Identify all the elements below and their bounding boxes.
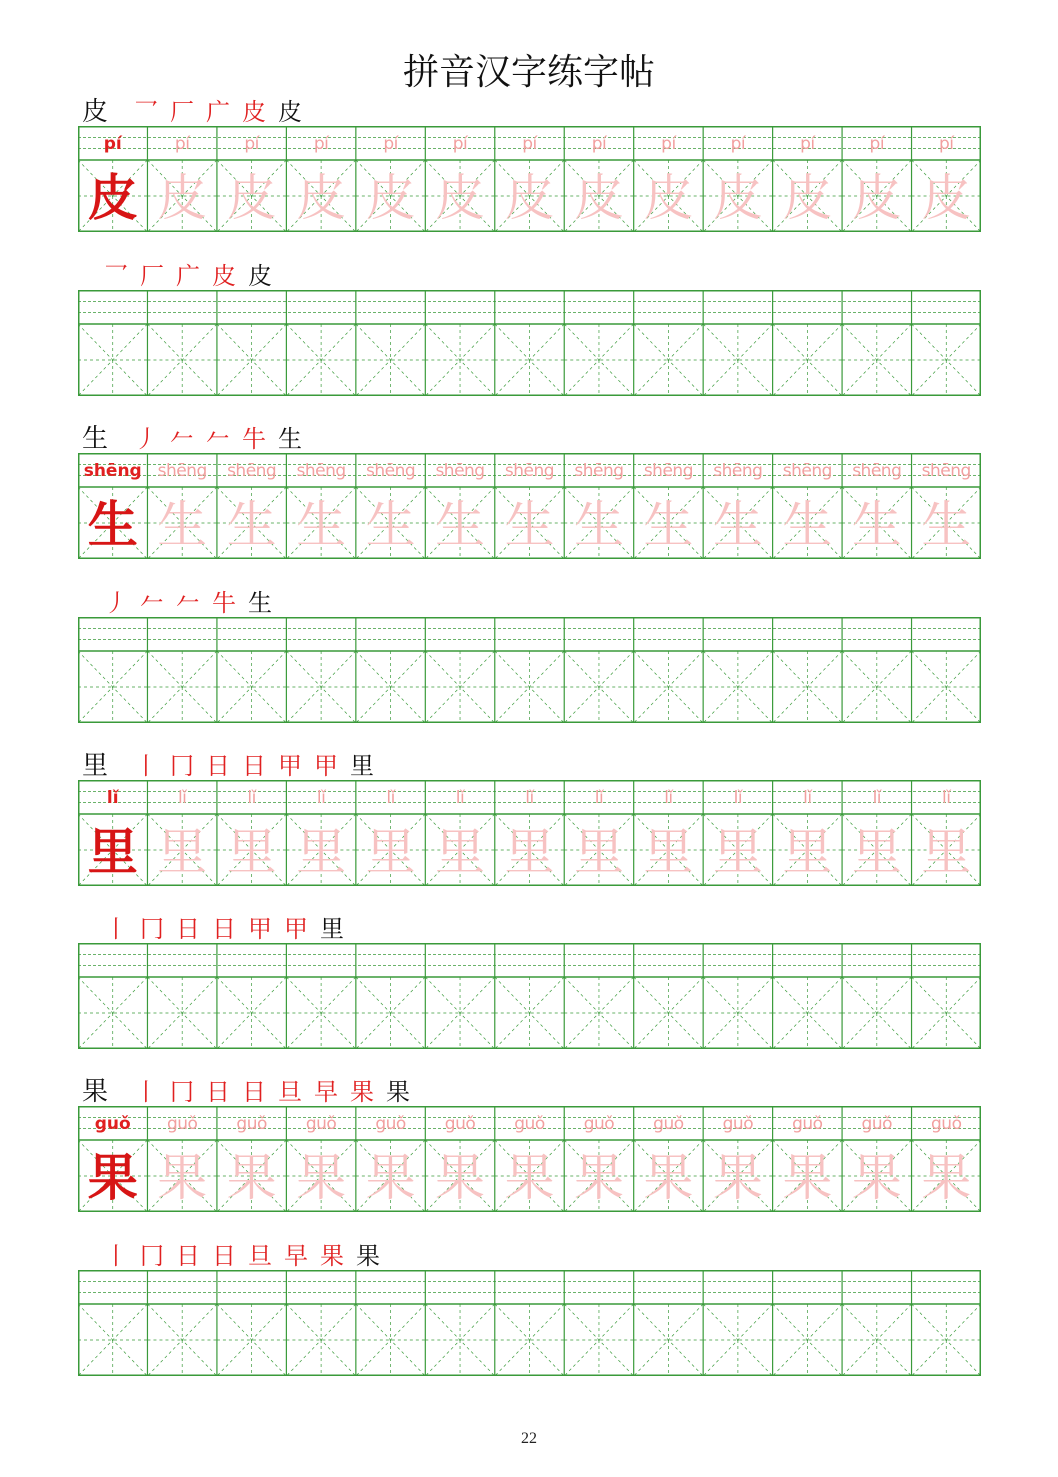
model-character: 果 [87, 1148, 138, 1207]
blank-cell[interactable] [495, 617, 564, 723]
character-label: 果 [82, 1077, 109, 1107]
trace-cell[interactable] [356, 1106, 425, 1212]
trace-character: 生 [921, 496, 972, 554]
trace-cell[interactable] [564, 1106, 633, 1212]
stroke-step: 乛 [104, 262, 128, 290]
stroke-step: 果 [356, 1242, 380, 1270]
stroke-step: 日 [206, 1078, 231, 1106]
blank-cell[interactable] [78, 617, 147, 723]
stroke-order-row [104, 909, 356, 945]
trace-cell[interactable] [703, 453, 772, 559]
model-character: 生 [87, 495, 138, 554]
trace-cell[interactable] [912, 780, 981, 886]
pinyin-label: guǒ [94, 1114, 131, 1134]
trace-character: 生 [643, 496, 694, 554]
blank-cell[interactable] [564, 1270, 633, 1376]
trace-character: 生 [782, 496, 833, 554]
pinyin-label: guǒ [792, 1114, 823, 1134]
stroke-step: 日 [212, 1242, 236, 1270]
stroke-order-row [104, 583, 284, 619]
tracing-grid [78, 453, 981, 559]
stroke-step: 日 [212, 915, 236, 943]
blank-cell[interactable] [703, 943, 772, 1049]
trace-cell[interactable] [912, 126, 981, 232]
blank-cell[interactable] [564, 290, 633, 396]
trace-character: 生 [296, 496, 347, 554]
pinyin-label: guǒ [722, 1114, 754, 1134]
trace-character: 皮 [157, 169, 208, 227]
trace-character: 皮 [504, 169, 555, 227]
pinyin-label: lǐ [455, 788, 465, 808]
pinyin-label: pí [452, 134, 468, 154]
stroke-step: 里 [320, 915, 344, 943]
trace-character: 里 [921, 823, 972, 881]
trace-cell[interactable] [773, 453, 842, 559]
trace-cell[interactable] [773, 780, 842, 886]
stroke-step: 𠂉 [206, 425, 231, 453]
stroke-step: 𠂉 [176, 589, 200, 617]
pinyin-label: shēng [713, 461, 763, 481]
blank-cell[interactable] [912, 290, 981, 396]
stroke-order-row [82, 92, 314, 128]
pinyin-label: lǐ [177, 788, 187, 808]
pinyin-label: pí [591, 134, 607, 154]
stroke-step: 丨 [134, 1078, 159, 1106]
blank-cell[interactable] [78, 290, 147, 396]
stroke-order-row [82, 419, 314, 455]
trace-character: 皮 [365, 169, 416, 227]
trace-cell[interactable] [634, 126, 703, 232]
blank-practice-grid[interactable] [78, 943, 981, 1049]
pinyin-label: lǐ [106, 788, 119, 808]
trace-character: 皮 [712, 169, 763, 227]
stroke-step: 𠂉 [170, 425, 195, 453]
trace-character: 生 [226, 496, 277, 554]
pinyin-label: lǐ [386, 788, 395, 808]
trace-character: 果 [921, 1149, 972, 1207]
model-cell [78, 126, 147, 232]
trace-cell[interactable] [564, 126, 633, 232]
pinyin-label: lǐ [942, 788, 951, 808]
trace-cell[interactable] [634, 1106, 703, 1212]
trace-character: 里 [782, 823, 833, 881]
trace-character: 里 [504, 823, 555, 881]
trace-character: 生 [157, 496, 208, 554]
blank-cell[interactable] [703, 617, 772, 723]
trace-character: 生 [504, 496, 555, 554]
pinyin-label: lǐ [594, 788, 604, 808]
stroke-step: 丨 [134, 752, 159, 780]
pinyin-label: pí [800, 134, 815, 154]
trace-character: 生 [435, 496, 486, 554]
stroke-step: 生 [248, 589, 272, 617]
trace-cell[interactable] [842, 1106, 911, 1212]
trace-cell[interactable] [286, 780, 355, 886]
stroke-step: 广 [176, 262, 200, 290]
character-label: 生 [82, 424, 109, 454]
stroke-step: 牛 [212, 589, 236, 617]
trace-cell[interactable] [773, 126, 842, 232]
trace-character: 皮 [921, 169, 972, 227]
blank-cell[interactable] [78, 943, 147, 1049]
trace-cell[interactable] [842, 453, 911, 559]
trace-character: 果 [643, 1149, 694, 1207]
trace-character: 里 [435, 823, 486, 881]
trace-cell[interactable] [634, 780, 703, 886]
trace-cell[interactable] [564, 780, 633, 886]
trace-cell[interactable] [912, 453, 981, 559]
blank-cell[interactable] [912, 943, 981, 1049]
trace-character: 里 [296, 823, 347, 881]
pinyin-label: guǒ [375, 1114, 406, 1134]
blank-cell[interactable] [286, 1270, 355, 1376]
stroke-step: 冂 [140, 1242, 164, 1270]
pinyin-label: pí [661, 134, 676, 154]
page-number: 22 [521, 1430, 537, 1447]
trace-character: 果 [435, 1149, 486, 1207]
pinyin-label: lǐ [316, 788, 326, 808]
stroke-step: 牛 [242, 425, 267, 453]
tracing-grid [78, 1106, 981, 1212]
trace-cell[interactable] [495, 453, 564, 559]
trace-character: 果 [226, 1149, 277, 1207]
page-title: 拼音汉字练字帖 [402, 52, 655, 93]
stroke-order-row [82, 746, 386, 782]
trace-cell[interactable] [495, 780, 564, 886]
pinyin-label: pí [383, 134, 398, 154]
blank-cell[interactable] [217, 1270, 286, 1376]
tracing-grid [78, 780, 981, 886]
blank-cell[interactable] [564, 617, 633, 723]
blank-cell[interactable] [356, 943, 425, 1049]
blank-cell[interactable] [356, 1270, 425, 1376]
blank-cell[interactable] [842, 1270, 911, 1376]
pinyin-label: shēng [852, 461, 902, 481]
pinyin-label: lǐ [664, 788, 673, 808]
blank-cell[interactable] [495, 290, 564, 396]
stroke-step: 日 [176, 1242, 200, 1270]
stroke-step: 旦 [248, 1242, 272, 1270]
tracing-grid [78, 126, 981, 232]
trace-cell[interactable] [564, 453, 633, 559]
trace-cell[interactable] [425, 1106, 494, 1212]
trace-character: 里 [226, 823, 277, 881]
stroke-step: 甲 [278, 752, 303, 780]
pinyin-label: pí [730, 134, 746, 154]
pinyin-label: lǐ [872, 788, 882, 808]
stroke-step: 𠂉 [140, 589, 164, 617]
stroke-step: 日 [206, 752, 231, 780]
pinyin-label: shēng [157, 461, 207, 481]
trace-cell[interactable] [495, 126, 564, 232]
stroke-step: 冂 [170, 752, 195, 780]
trace-character: 皮 [296, 169, 347, 227]
trace-cell[interactable] [286, 1106, 355, 1212]
trace-character: 皮 [643, 169, 694, 227]
trace-character: 里 [573, 823, 624, 881]
blank-cell[interactable] [78, 1270, 147, 1376]
trace-cell[interactable] [773, 1106, 842, 1212]
trace-cell[interactable] [286, 126, 355, 232]
stroke-step: 皮 [278, 98, 303, 126]
trace-cell[interactable] [356, 780, 425, 886]
blank-cell[interactable] [147, 943, 216, 1049]
blank-cell[interactable] [217, 617, 286, 723]
trace-character: 皮 [435, 169, 486, 227]
trace-cell[interactable] [286, 453, 355, 559]
pinyin-label: pí [939, 134, 954, 154]
trace-cell[interactable] [703, 126, 772, 232]
character-label: 里 [82, 751, 109, 781]
pinyin-label: guǒ [653, 1114, 684, 1134]
trace-cell[interactable] [842, 780, 911, 886]
blank-cell[interactable] [703, 290, 772, 396]
stroke-step: 厂 [170, 98, 195, 126]
pinyin-label: shēng [365, 461, 416, 481]
blank-cell[interactable] [564, 943, 633, 1049]
pinyin-label: pí [174, 134, 190, 154]
trace-cell[interactable] [495, 1106, 564, 1212]
pinyin-label: pí [522, 134, 537, 154]
blank-cell[interactable] [147, 1270, 216, 1376]
blank-practice-grid[interactable] [78, 290, 981, 396]
stroke-step: 甲 [248, 915, 272, 943]
trace-character: 果 [573, 1149, 624, 1207]
blank-cell[interactable] [634, 617, 703, 723]
pinyin-label: shēng [921, 461, 971, 481]
stroke-step: 甲 [284, 915, 308, 943]
stroke-step: 日 [242, 752, 267, 780]
pinyin-label: shēng [83, 461, 142, 481]
stroke-step: 厂 [140, 262, 164, 290]
trace-cell[interactable] [425, 453, 494, 559]
blank-cell[interactable] [912, 617, 981, 723]
trace-character: 皮 [782, 169, 833, 227]
stroke-step: 旦 [278, 1078, 303, 1106]
blank-cell[interactable] [634, 1270, 703, 1376]
blank-cell[interactable] [147, 617, 216, 723]
trace-cell[interactable] [217, 780, 286, 886]
stroke-step: 日 [176, 915, 200, 943]
character-label: 皮 [82, 97, 109, 127]
pinyin-label: shēng [227, 461, 277, 481]
blank-cell[interactable] [286, 943, 355, 1049]
trace-cell[interactable] [147, 126, 216, 232]
blank-cell[interactable] [773, 290, 842, 396]
pinyin-label: guǒ [166, 1114, 198, 1134]
pinyin-label: guǒ [236, 1114, 267, 1134]
trace-character: 里 [157, 823, 208, 881]
trace-character: 里 [712, 823, 763, 881]
trace-character: 果 [365, 1149, 416, 1207]
blank-cell[interactable] [286, 290, 355, 396]
blank-cell[interactable] [495, 943, 564, 1049]
pinyin-label: lǐ [525, 788, 534, 808]
trace-character: 皮 [226, 169, 277, 227]
blank-cell[interactable] [147, 290, 216, 396]
pinyin-label: pí [244, 134, 259, 154]
pinyin-label: shēng [504, 461, 555, 481]
blank-cell[interactable] [425, 290, 494, 396]
trace-cell[interactable] [703, 780, 772, 886]
pinyin-label: guǒ [931, 1114, 962, 1134]
pinyin-label: lǐ [803, 788, 812, 808]
trace-character: 生 [365, 496, 416, 554]
trace-cell[interactable] [147, 453, 216, 559]
blank-cell[interactable] [356, 290, 425, 396]
trace-character: 果 [782, 1149, 833, 1207]
model-cell [78, 453, 147, 559]
blank-cell[interactable] [634, 290, 703, 396]
pinyin-label: shēng [782, 461, 832, 481]
trace-character: 生 [851, 496, 902, 554]
stroke-step: 乛 [134, 98, 159, 126]
trace-character: 生 [712, 496, 763, 554]
model-cell [78, 1106, 147, 1212]
pinyin-label: shēng [643, 461, 693, 481]
stroke-step: 生 [278, 425, 303, 453]
pinyin-label: pí [869, 134, 885, 154]
trace-cell[interactable] [217, 126, 286, 232]
blank-cell[interactable] [217, 943, 286, 1049]
trace-cell[interactable] [634, 453, 703, 559]
pinyin-label: guǒ [861, 1114, 893, 1134]
stroke-step: 果 [386, 1078, 411, 1106]
blank-cell[interactable] [703, 1270, 772, 1376]
blank-cell[interactable] [286, 617, 355, 723]
stroke-step: 皮 [212, 262, 236, 290]
pinyin-label: pí [313, 134, 329, 154]
pinyin-label: shēng [435, 461, 485, 481]
trace-cell[interactable] [425, 780, 494, 886]
stroke-step: 果 [350, 1078, 375, 1106]
stroke-order-row [104, 1236, 392, 1272]
trace-character: 果 [712, 1149, 763, 1207]
blank-cell[interactable] [425, 943, 494, 1049]
stroke-step: 冂 [170, 1078, 195, 1106]
trace-cell[interactable] [425, 126, 494, 232]
trace-character: 果 [851, 1149, 902, 1207]
trace-cell[interactable] [217, 1106, 286, 1212]
trace-character: 果 [504, 1149, 555, 1207]
pinyin-label: lǐ [733, 788, 743, 808]
blank-cell[interactable] [217, 290, 286, 396]
blank-cell[interactable] [425, 1270, 494, 1376]
pinyin-label: guǒ [514, 1114, 545, 1134]
trace-character: 皮 [573, 169, 624, 227]
trace-character: 里 [851, 823, 902, 881]
blank-cell[interactable] [356, 617, 425, 723]
stroke-step: 果 [320, 1242, 344, 1270]
stroke-step: 甲 [314, 752, 339, 780]
model-cell [78, 780, 147, 886]
stroke-step: 日 [242, 1078, 267, 1106]
blank-practice-grid[interactable] [78, 617, 981, 723]
pinyin-label: shēng [574, 461, 624, 481]
pinyin-label: guǒ [583, 1114, 615, 1134]
stroke-step: 广 [206, 98, 231, 126]
stroke-step: 皮 [248, 262, 272, 290]
trace-cell[interactable] [217, 453, 286, 559]
stroke-step: 皮 [242, 98, 267, 126]
trace-character: 里 [643, 823, 694, 881]
blank-cell[interactable] [842, 617, 911, 723]
blank-cell[interactable] [495, 1270, 564, 1376]
trace-character: 果 [296, 1149, 347, 1207]
stroke-order-row [104, 256, 284, 292]
trace-character: 果 [157, 1149, 208, 1207]
pinyin-label: guǒ [444, 1114, 476, 1134]
model-character: 里 [87, 822, 138, 881]
trace-cell[interactable] [356, 453, 425, 559]
stroke-step: 丨 [104, 1242, 128, 1270]
blank-practice-grid[interactable] [78, 1270, 981, 1376]
trace-character: 皮 [851, 169, 902, 227]
blank-cell[interactable] [912, 1270, 981, 1376]
blank-cell[interactable] [773, 617, 842, 723]
blank-cell[interactable] [773, 1270, 842, 1376]
stroke-step: 冂 [140, 915, 164, 943]
trace-character: 生 [573, 496, 624, 554]
pinyin-label: pí [103, 134, 122, 154]
blank-cell[interactable] [425, 617, 494, 723]
trace-cell[interactable] [147, 780, 216, 886]
blank-cell[interactable] [842, 290, 911, 396]
trace-cell[interactable] [356, 126, 425, 232]
trace-character: 里 [365, 823, 416, 881]
blank-cell[interactable] [773, 943, 842, 1049]
pinyin-label: lǐ [247, 788, 256, 808]
trace-cell[interactable] [147, 1106, 216, 1212]
model-character: 皮 [87, 168, 138, 227]
blank-cell[interactable] [842, 943, 911, 1049]
stroke-step: 丨 [104, 915, 128, 943]
trace-cell[interactable] [912, 1106, 981, 1212]
stroke-step: 丿 [104, 589, 128, 617]
stroke-step: 里 [350, 752, 375, 780]
stroke-step: 丿 [134, 425, 159, 453]
stroke-step: 早 [284, 1242, 308, 1270]
pinyin-label: guǒ [305, 1114, 337, 1134]
stroke-order-row [82, 1072, 422, 1108]
stroke-step: 早 [314, 1078, 339, 1106]
trace-cell[interactable] [703, 1106, 772, 1212]
trace-cell[interactable] [842, 126, 911, 232]
blank-cell[interactable] [634, 943, 703, 1049]
pinyin-label: shēng [296, 461, 346, 481]
